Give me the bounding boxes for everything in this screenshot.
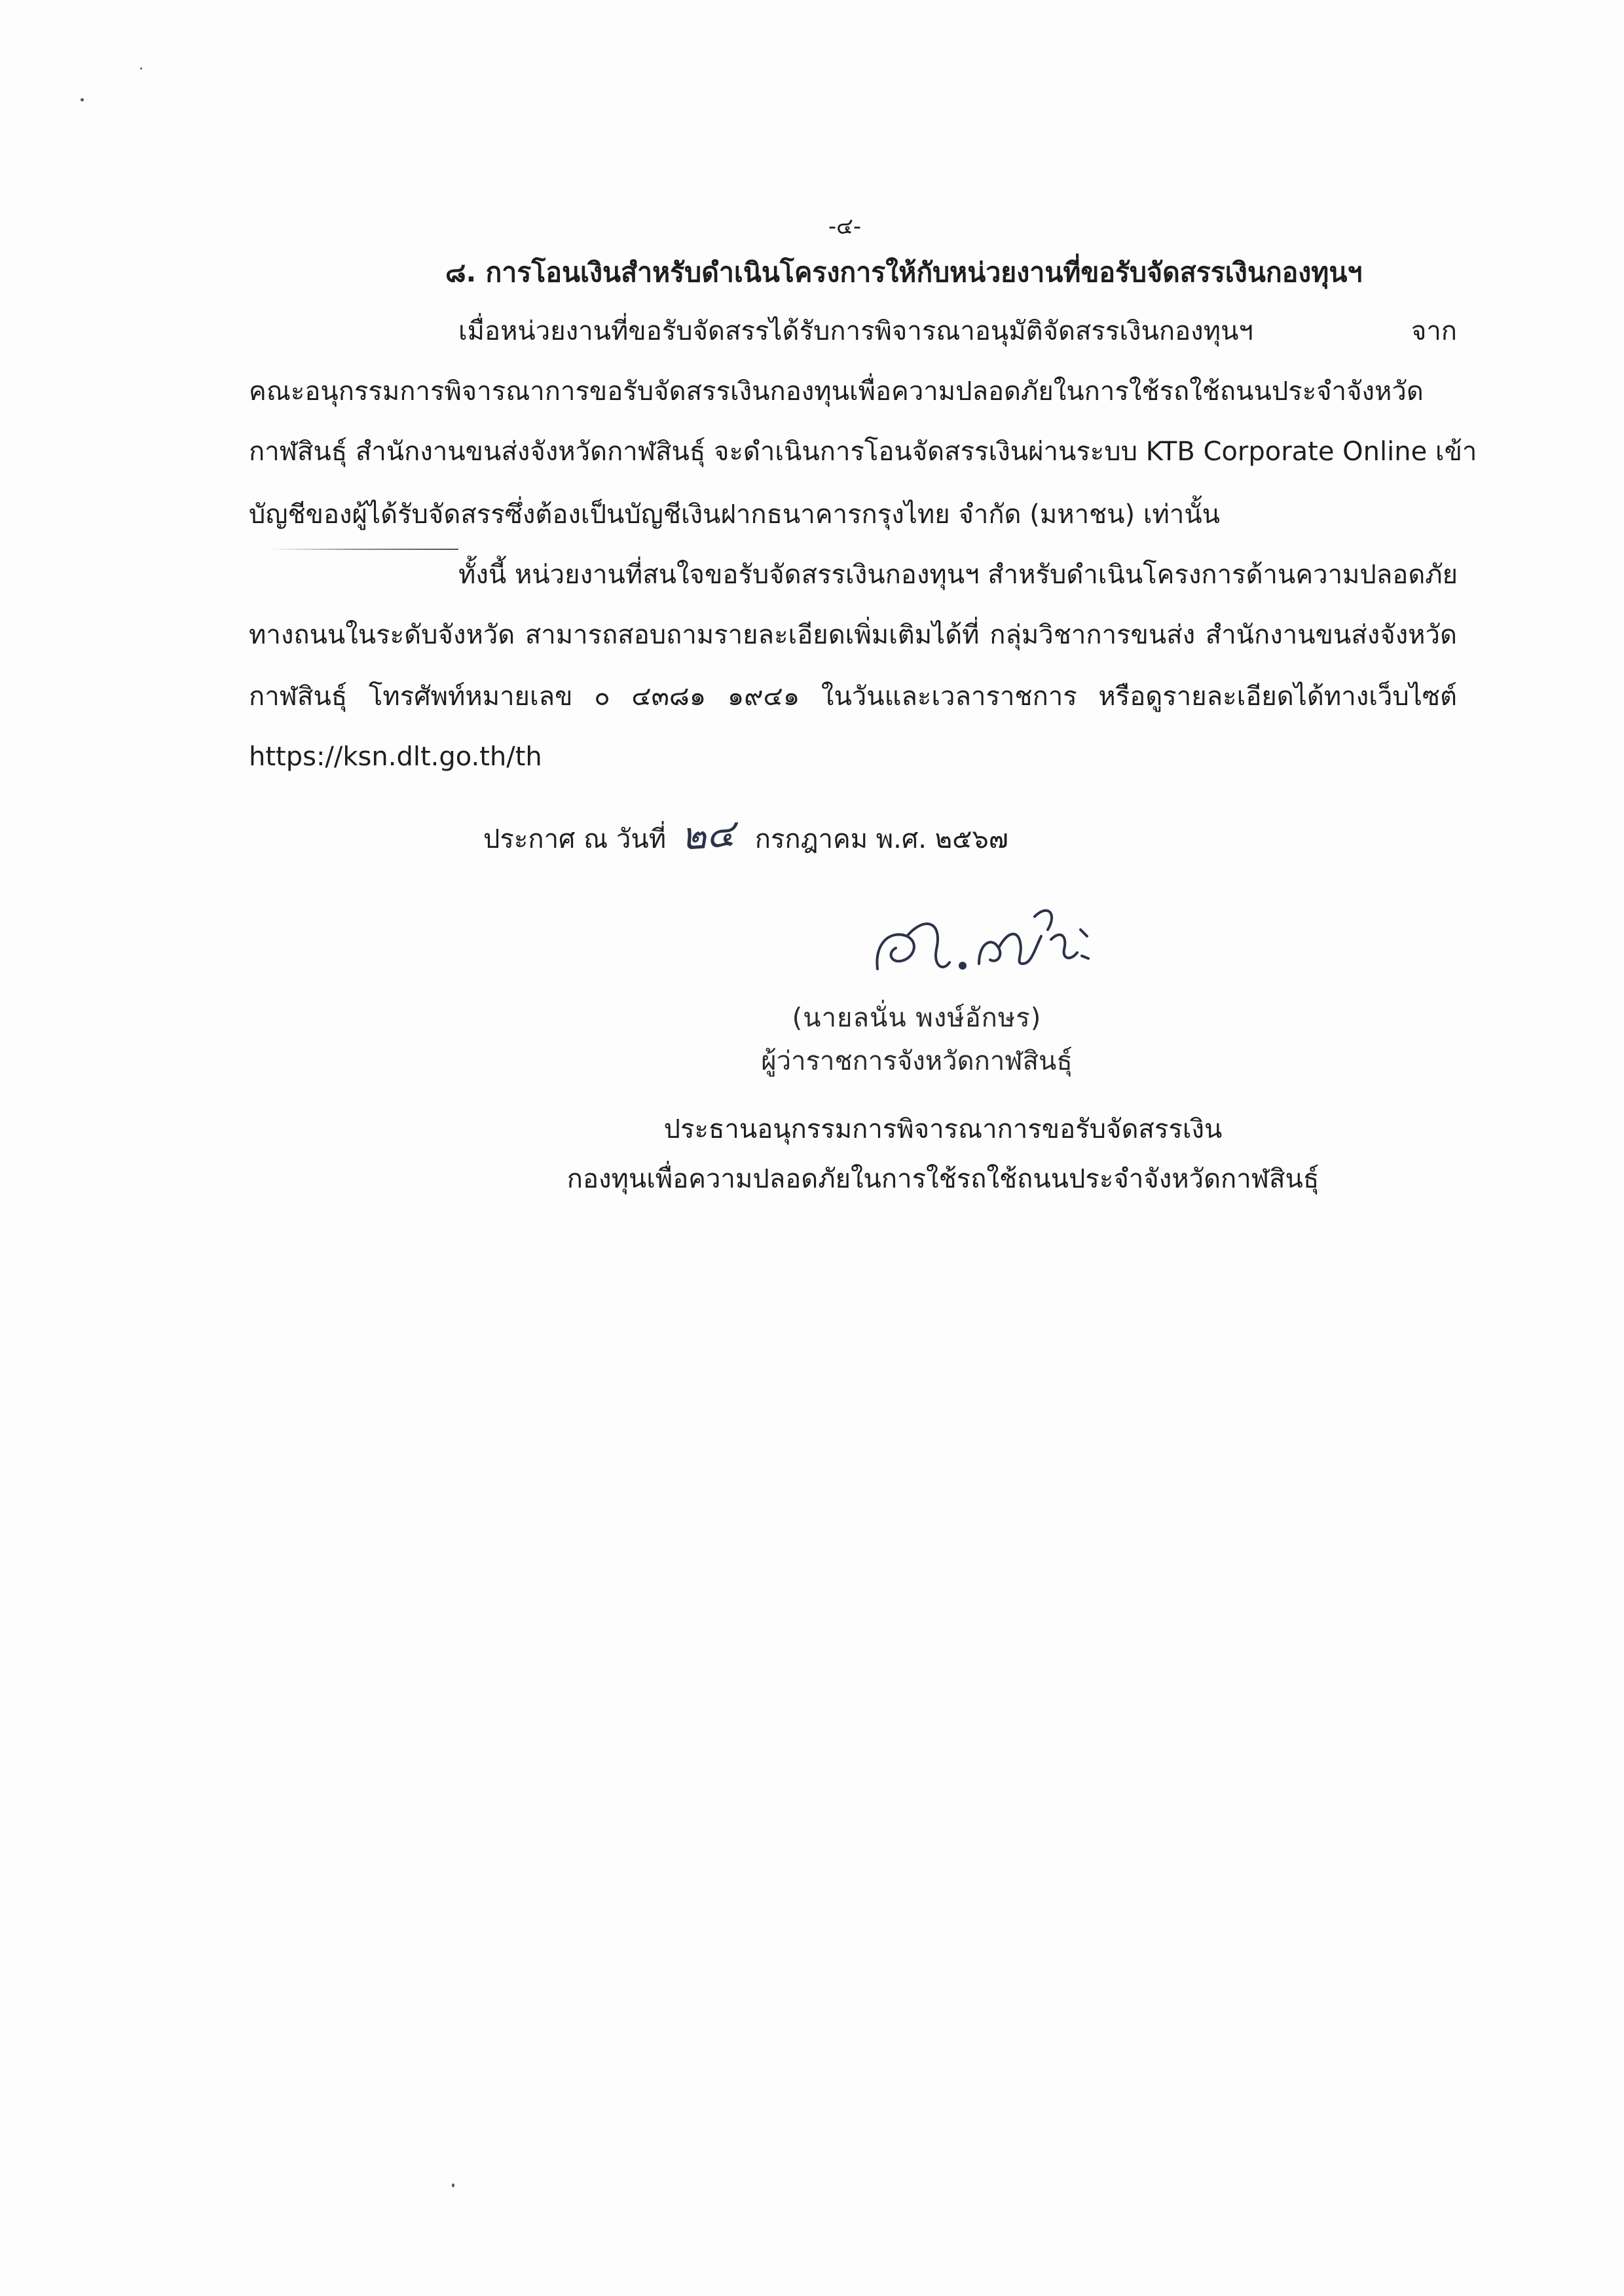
paragraph-1-line-2: คณะอนุกรรมการพิจารณาการขอรับจัดสรรเงินกองทุนเพื่อความปลอดภัยในการใช้รถใช้ถนนประจำจังหวัด [249,376,1424,407]
announcement-prefix: ประกาศ ณ วันที่ [483,824,667,854]
committee-chair-line-2: กองทุนเพื่อความปลอดภัยในการใช้รถใช้ถนนประจำจังหวัดกาฬสินธุ์ [566,1164,1320,1194]
announcement-month-year: กรกฎาคม พ.ศ. ๒๕๖๗ [754,824,1008,854]
scan-speck [140,67,142,69]
signatory-name: (นายลนั่น พงษ์อักษร) [792,1003,1042,1033]
paragraph-2-line-3: กาฬสินธุ์ โทรศัพท์หมายเลข ๐ ๔๓๘๑ ๑๙๔๑ ในวันและเวลาราชการ หรือดูรายละเอียดได้ทางเว็บไซต์ [249,682,1457,712]
page-number: -๔- [828,213,862,240]
scan-speck [452,2183,454,2187]
announcement-date [483,804,1008,865]
paragraph-1-line-1: เมื่อหน่วยงานที่ขอรับจัดสรรได้รับการพิจารณาอนุมัติจัดสรรเงินกองทุนฯ จาก [458,316,1457,346]
signature-stroke [1035,911,1077,958]
signature-stroke [979,934,1041,964]
paragraph-1-line-4: บัญชีของผู้ได้รับจัดสรรซึ่งต้องเป็นบัญชีเงินฝากธนาคารกรุงไทย จำกัด (มหาชน) เท่านั้น [249,500,1221,530]
scan-speck [81,98,84,101]
website-url: https://ksn.dlt.go.th/th [249,742,542,772]
paragraph-1-line-3: กาฬสินธุ์ สำนักงานขนส่งจังหวัดกาฬสินธุ์ จะดำเนินการโอนจัดสรรเงินผ่านระบบ KTB Corporate Online เข้า [249,437,1477,467]
paragraph-2-line-1: ทั้งนี้ หน่วยงานที่สนใจขอรับจัดสรรเงินกองทุนฯ สำหรับดำเนินโครงการด้านความปลอดภัย [458,560,1458,590]
signature-stroke [1080,930,1088,958]
pen-stroke-mark [268,549,458,550]
signature-stroke [877,934,914,969]
signatory-title: ผู้ว่าราชการจังหวัดกาฬสินธุ์ [761,1046,1073,1076]
signature-dot [960,963,965,968]
committee-chair-line-1: ประธานอนุกรรมการพิจารณาการขอรับจัดสรรเงิน [663,1114,1223,1144]
section-heading: ๘. การโอนเงินสำหรับดำเนินโครงการให้กับหน่วยงานที่ขอรับจัดสรรเงินกองทุนฯ [445,257,1363,288]
handwritten-day: ๒๔ [679,811,737,859]
paragraph-2-line-2: ทางถนนในระดับจังหวัด สามารถสอบถามรายละเอียดเพิ่มเติมได้ที่ กลุ่มวิชาการขนส่ง สำนักงานขนส่งจังหวัด [249,620,1457,650]
handwritten-signature [851,890,1113,989]
